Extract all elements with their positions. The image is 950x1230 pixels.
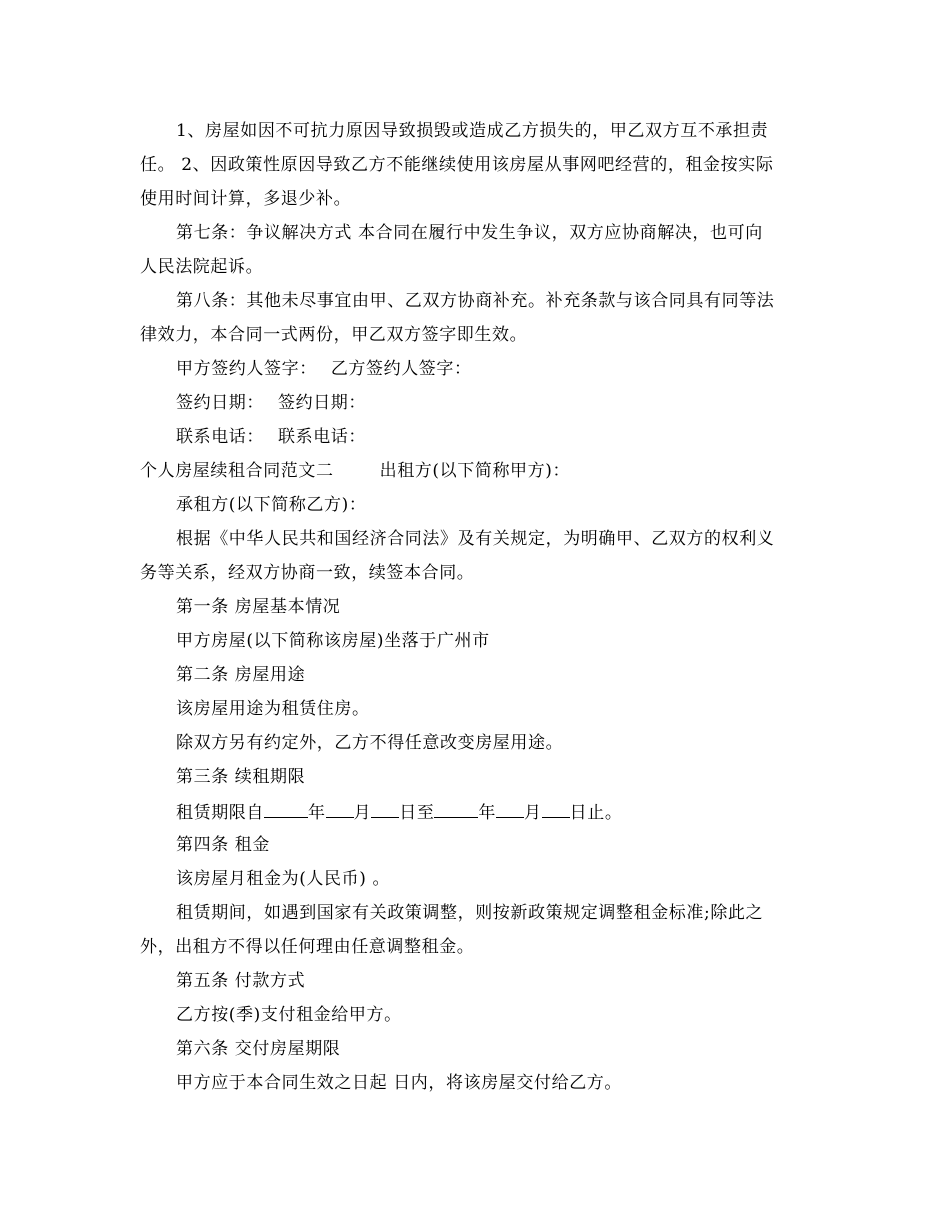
party-b-phone-label: 联系电话： [278, 427, 366, 447]
article-7-line-2: 人民法院起诉。 [140, 257, 264, 277]
article-7-line-1: 第七条：争议解决方式 本合同在履行中发生争议，双方应协商解决，也可向 [176, 223, 763, 243]
lease-term-prefix: 租赁期限自 [176, 803, 264, 823]
end-month-label: 月 [524, 803, 542, 823]
party-b-signature-label: 乙方签约人签字： [330, 359, 472, 379]
article-6-title: 第六条 交付房屋期限 [176, 1039, 341, 1059]
contract-title: 个人房屋续租合同范文二 [140, 461, 334, 481]
article-6-text: 甲方应于本合同生效之日起 日内，将该房屋交付给乙方。 [176, 1073, 623, 1093]
force-majeure-line-3: 使用时间计算，多退少补。 [140, 189, 352, 209]
article-2-title: 第二条 房屋用途 [176, 665, 306, 685]
end-day-label: 日止。 [569, 803, 623, 823]
start-month-label: 月 [353, 803, 372, 823]
article-1-text: 甲方房屋(以下简称该房屋)坐落于广州市 [176, 631, 490, 651]
party-a-phone-label: 联系电话： [176, 427, 264, 447]
preamble-line-1: 根据《中华人民共和国经济合同法》及有关规定，为明确甲、乙双方的权利义 [176, 529, 775, 549]
signature-line [176, 359, 820, 381]
party-a-signature-label: 甲方签约人签字： [176, 359, 317, 379]
signing-date-line [176, 393, 820, 415]
article-5-text: 乙方按(季)支付租金给甲方。 [176, 1005, 402, 1025]
lease-term-line [176, 801, 820, 823]
start-month-blank [326, 801, 354, 818]
contact-phone-line [176, 427, 820, 449]
start-day-blank [371, 801, 399, 818]
article-2-text-2: 除双方另有约定外，乙方不得任意改变房屋用途。 [176, 733, 564, 753]
lessee-label: 承租方(以下简称乙方)： [176, 495, 367, 515]
rent-adjustment-line-2: 外，出租方不得以任何理由任意调整租金。 [140, 937, 475, 957]
force-majeure-line-1: 1、房屋如因不可抗力原因导致损毁或造成乙方损失的，甲乙双方互不承担责 [176, 121, 769, 141]
preamble-line-2: 务等关系，经双方协商一致，续签本合同。 [140, 563, 475, 583]
contract-title-line [140, 461, 820, 483]
party-b-date-label: 签约日期： [278, 393, 366, 413]
end-day-blank [542, 801, 570, 818]
article-8-line-2: 律效力，本合同一式两份，甲乙双方签字即生效。 [140, 325, 528, 345]
article-1-title: 第一条 房屋基本情况 [176, 597, 341, 617]
article-5-title: 第五条 付款方式 [176, 971, 306, 991]
rent-adjustment-line-1: 租赁期间，如遇到国家有关政策调整，则按新政策规定调整租金标准;除此之 [176, 903, 764, 923]
article-4-title: 第四条 租金 [176, 835, 271, 855]
party-a-date-label: 签约日期： [176, 393, 264, 413]
article-4-text: 该房屋月租金为(人民币) 。 [176, 869, 391, 889]
end-year-blank [434, 801, 478, 818]
article-8-line-1: 第八条：其他未尽事宜由甲、乙双方协商补充。补充条款与该合同具有同等法 [176, 291, 775, 311]
lessor-label: 出租方(以下简称甲方)： [379, 461, 571, 481]
article-3-title: 第三条 续租期限 [176, 767, 306, 787]
start-day-label: 日至 [399, 803, 435, 823]
force-majeure-line-2: 任。 2、因政策性原因导致乙方不能继续使用该房屋从事网吧经营的，租金按实际 [140, 155, 774, 175]
start-year-blank [264, 801, 308, 818]
article-2-text-1: 该房屋用途为租赁住房。 [176, 699, 370, 719]
end-year-label: 年 [478, 803, 497, 823]
end-month-blank [496, 801, 524, 818]
start-year-label: 年 [308, 803, 326, 823]
